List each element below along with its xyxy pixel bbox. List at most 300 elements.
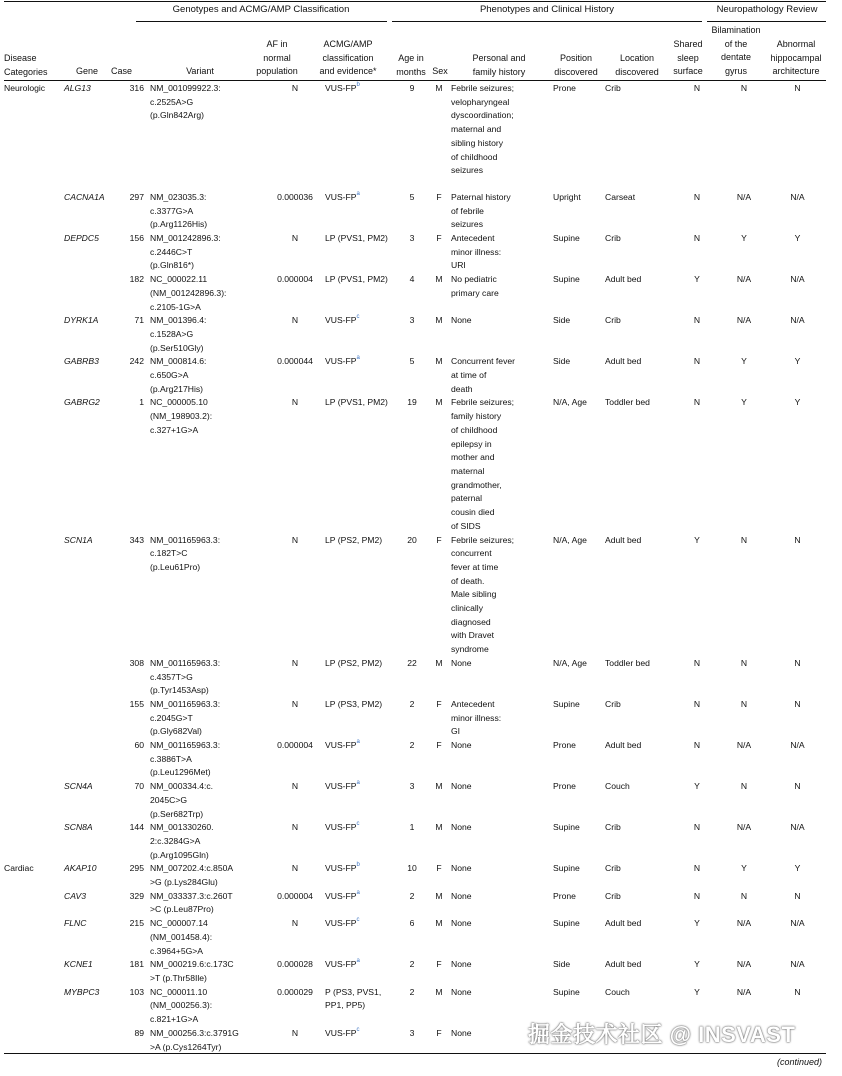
header-case: Case [111,66,133,76]
history-cell-text: Antecedent minor illness: GI [451,698,502,737]
history-cell-text: None [451,986,472,997]
age-cell [397,821,427,862]
location-cell [605,534,675,657]
age-cell [397,890,427,917]
history-cell [451,698,553,739]
gene-cell [64,273,118,314]
case-cell-text: 1 [139,397,144,408]
abnormal-architecture-cell-text: N/A [790,191,805,202]
case-cell-text: 155 [129,698,144,709]
sex-cell-text: M [435,274,443,285]
history-cell-text: Paternal history of febrile seizures [451,191,511,230]
table-row [4,232,826,273]
case-cell [118,917,150,958]
position-cell-text: Supine [553,918,580,929]
acmg-cell-text: VUS-FP [325,191,357,202]
age-cell [397,191,427,232]
position-cell [553,739,605,780]
shared-sleep-cell [675,314,719,355]
gene-cell-text: GABRB3 [64,356,99,367]
sex-cell [427,273,451,314]
abnormal-architecture-cell-text: N/A [790,918,805,929]
history-cell [451,890,553,917]
position-cell-text: N/A, Age [553,657,587,668]
position-cell [553,82,605,191]
location-cell-text: Crib [605,863,621,874]
position-cell [553,821,605,862]
shared-sleep-cell-text: N [693,822,701,833]
shared-sleep-cell [675,657,719,698]
variant-cell [150,396,265,533]
af-cell-text: N [291,1027,299,1038]
age-cell-text: 19 [407,397,417,408]
position-cell [553,780,605,821]
data-table [4,82,826,1054]
variant-cell-text: NC_000007.14 (NM_001458.4): c.3964+5G>A [150,918,213,956]
shared-sleep-cell [675,534,719,657]
variant-cell-text: NM_000334.4:c. 2045C>G (p.Ser682Trp) [150,781,214,819]
gene-cell-text: SCN4A [64,781,93,792]
bilamination-cell [719,780,769,821]
history-cell-text: None [451,315,472,326]
age-cell [397,82,427,191]
af-cell [265,890,325,917]
af-cell-text: 0.000029 [277,986,313,997]
bilamination-cell [719,355,769,396]
case-cell-text: 182 [129,274,144,285]
location-cell-text: Couch [605,781,630,792]
age-cell [397,1027,427,1054]
variant-cell [150,657,265,698]
table-row [4,314,826,355]
case-cell [118,355,150,396]
age-cell [397,917,427,958]
history-cell [451,191,553,232]
shared-sleep-cell [675,396,719,533]
disease-category-cell [4,986,64,1027]
af-cell-text: 0.000036 [277,191,313,202]
bilamination-cell-text: N [740,83,748,93]
location-cell-text: Crib [605,822,621,833]
evidence-footnote-marker: a [356,739,360,746]
age-cell-text: 5 [409,191,415,202]
gene-cell [64,355,118,396]
age-cell-text: 20 [407,534,417,545]
header-acmg: ACMG/AMP classification and evidence* [319,39,377,76]
acmg-cell-text: LP (PVS1, PM2) [325,233,388,244]
bilamination-cell [719,862,769,889]
acmg-cell-text: VUS-FP [325,781,357,792]
table-row [4,355,826,396]
disease-category-cell [4,82,64,191]
age-cell-text: 6 [409,918,415,929]
table-row [4,739,826,780]
table-row [4,396,826,533]
variant-cell [150,82,265,191]
age-cell [397,862,427,889]
gene-cell [64,739,118,780]
case-cell-text: 144 [129,822,144,833]
abnormal-architecture-cell [769,355,826,396]
shared-sleep-cell-text: N [693,657,701,668]
case-cell [118,534,150,657]
abnormal-architecture-cell [769,232,826,273]
age-cell-text: 3 [409,781,415,792]
disease-category-cell [4,1027,64,1054]
gene-cell [64,958,118,985]
case-cell [118,232,150,273]
sex-cell [427,862,451,889]
disease-category-cell [4,958,64,985]
age-cell [397,273,427,314]
acmg-cell [325,82,397,191]
case-cell-text: 60 [134,740,144,751]
af-cell [265,1027,325,1054]
gene-cell [64,862,118,889]
header-age: Age in months [396,53,426,77]
age-cell-text: 22 [407,657,417,668]
evidence-footnote-marker: a [356,190,360,197]
location-cell-text: Adult bed [605,740,642,751]
bilamination-cell [719,739,769,780]
gene-cell-text: ALG13 [64,83,91,93]
gene-cell-text: KCNE1 [64,959,93,970]
acmg-cell-text: VUS-FP [325,822,357,833]
sex-cell [427,780,451,821]
age-cell-text: 2 [409,959,415,970]
case-cell [118,191,150,232]
acmg-cell [325,396,397,533]
history-cell [451,314,553,355]
sex-cell-text: F [436,740,442,751]
bilamination-cell [719,396,769,533]
abnormal-architecture-cell-text: N [794,657,801,668]
table-row [4,917,826,958]
abnormal-architecture-cell-text: N/A [790,959,805,970]
shared-sleep-cell-text: N [693,191,701,202]
af-cell-text: N [291,315,299,326]
af-cell-text: 0.000004 [277,890,313,901]
position-cell [553,396,605,533]
position-cell-text: Prone [553,781,576,792]
location-cell [605,191,675,232]
age-cell-text: 3 [409,233,415,244]
header-gene: Gene [76,66,99,76]
af-cell-text: N [291,83,299,93]
bilamination-cell-text: Y [741,356,747,367]
evidence-footnote-marker: a [356,889,360,896]
history-cell [451,958,553,985]
variant-cell [150,534,265,657]
location-cell-text: Crib [605,698,621,709]
variant-cell-text: NM_001165963.3: c.3886T>A (p.Leu1296Met) [150,740,221,778]
sex-cell-text: M [435,986,443,997]
abnormal-architecture-cell [769,862,826,889]
shared-sleep-cell-text: Y [694,534,700,545]
history-cell-text: None [451,781,472,792]
gene-cell-text: DEPDC5 [64,233,99,244]
gene-cell-text: AKAP10 [64,863,97,874]
case-cell [118,314,150,355]
shared-sleep-cell [675,739,719,780]
case-cell [118,1027,150,1054]
disease-category-cell [4,396,64,533]
variant-cell [150,698,265,739]
variant-cell-text: NC_000011.10 (NM_000256.3): c.821+1G>A [150,986,213,1025]
bilamination-cell [719,273,769,314]
sex-cell [427,698,451,739]
position-cell-text: Side [553,315,571,326]
location-cell [605,890,675,917]
case-cell [118,273,150,314]
af-cell [265,958,325,985]
sex-cell-text: F [436,534,442,545]
disease-category-cell [4,191,64,232]
bilamination-cell [719,917,769,958]
acmg-cell [325,739,397,780]
shared-sleep-cell-text: Y [694,274,700,285]
location-cell [605,396,675,533]
acmg-cell [325,314,397,355]
disease-category-cell [4,355,64,396]
shared-sleep-cell-text: N [693,863,701,874]
gene-cell-text: CAV3 [64,890,86,901]
acmg-cell [325,958,397,985]
af-cell-text: N [291,781,299,792]
history-cell [451,396,553,533]
sex-cell-text: F [436,1027,442,1038]
evidence-footnote-marker: c [356,314,360,321]
sex-cell [427,232,451,273]
case-cell [118,821,150,862]
case-cell-text: 103 [129,986,144,997]
variant-cell [150,191,265,232]
acmg-cell-text: LP (PVS1, PM2) [325,274,388,285]
acmg-cell-text: VUS-FP [325,740,357,751]
variant-cell [150,739,265,780]
acmg-cell [325,780,397,821]
position-cell-text: Prone [553,740,576,751]
af-cell [265,698,325,739]
case-cell-text: 316 [129,83,144,93]
af-cell [265,273,325,314]
position-cell [553,657,605,698]
case-cell-text: 308 [129,657,144,668]
acmg-cell [325,534,397,657]
location-cell-text: Adult bed [605,274,642,285]
sex-cell-text: F [436,191,442,202]
age-cell [397,958,427,985]
sex-cell [427,1027,451,1054]
history-cell-text: Febrile seizures; concurrent fever at time of death. Male sibling clinically diagnosed with Dravet syndrome [451,534,515,655]
table-row [4,698,826,739]
case-cell-text: 242 [129,356,144,367]
location-cell [605,232,675,273]
bilamination-cell-text: N [740,781,748,792]
history-cell [451,821,553,862]
evidence-footnote-marker: b [356,82,360,88]
sex-cell [427,917,451,958]
table-row [4,862,826,889]
abnormal-architecture-cell-text: Y [794,233,801,244]
age-cell-text: 2 [409,890,415,901]
af-cell-text: 0.000004 [277,274,313,285]
header-shared-sleep: Shared sleep surface [673,39,703,76]
evidence-footnote-marker: a [356,780,360,787]
sex-cell-text: M [435,657,443,668]
history-cell-text: None [451,959,472,970]
age-cell [397,534,427,657]
variant-cell-text: NM_001242896.3: c.2446C>T (p.Gln816*) [150,233,221,271]
table-row [4,890,826,917]
shared-sleep-cell-text: N [693,397,701,408]
bilamination-cell-text: Y [741,397,747,408]
position-cell-text: Side [553,959,571,970]
case-cell [118,396,150,533]
history-cell-text: None [451,1027,472,1038]
sex-cell-text: M [435,315,443,326]
variant-cell-text: NC_000005.10 (NM_198903.2): c.327+1G>A [150,397,213,435]
case-cell-text: 343 [129,534,144,545]
acmg-cell [325,862,397,889]
age-cell-text: 3 [409,315,415,326]
abnormal-architecture-cell-text: N [794,890,801,901]
history-cell-text: None [451,740,472,751]
location-cell [605,314,675,355]
disease-category-cell [4,698,64,739]
age-cell-text: 2 [409,740,415,751]
age-cell-text: 4 [409,274,415,285]
variant-cell-text: NM_001165963.3: c.182T>C (p.Leu61Pro) [150,534,221,572]
abnormal-architecture-cell [769,396,826,533]
table-row [4,780,826,821]
header-position: Position discovered [554,53,598,77]
sex-cell [427,355,451,396]
af-cell [265,191,325,232]
sex-cell [427,821,451,862]
position-cell-text: Supine [553,986,580,997]
location-cell [605,862,675,889]
sex-cell-text: M [435,890,443,901]
history-cell-text: None [451,918,472,929]
gene-cell [64,82,118,191]
header-rule [4,80,826,81]
abnormal-architecture-cell-text: N/A [790,740,805,751]
position-cell [553,273,605,314]
acmg-cell-text: VUS-FP [325,918,357,929]
abnormal-architecture-cell-text: Y [794,863,801,874]
gene-cell-text: SCN8A [64,822,93,833]
variant-cell [150,821,265,862]
sex-cell [427,191,451,232]
sex-cell-text: M [435,918,443,929]
age-cell [397,780,427,821]
variant-cell [150,862,265,889]
group-header-genotype: Genotypes and ACMG/AMP Classification [172,4,350,15]
disease-category-cell [4,232,64,273]
gene-cell [64,314,118,355]
bilamination-cell [719,657,769,698]
bilamination-cell [719,698,769,739]
acmg-cell-text: VUS-FP [325,1027,357,1038]
table-row [4,534,826,657]
table-row [4,657,826,698]
gene-cell [64,534,118,657]
shared-sleep-cell-text: N [693,890,701,901]
age-cell-text: 1 [409,822,415,833]
abnormal-architecture-cell [769,273,826,314]
abnormal-architecture-cell [769,917,826,958]
abnormal-architecture-cell [769,739,826,780]
bilamination-cell [719,890,769,917]
sex-cell-text: F [436,959,442,970]
history-cell-text: Febrile seizures; velopharyngeal dyscoordination; maternal and sibling history of childhood seizures [451,83,515,176]
shared-sleep-cell [675,191,719,232]
header-disease-categories: Disease Categories [4,53,48,77]
history-cell-text: None [451,822,472,833]
shared-sleep-cell [675,890,719,917]
abnormal-architecture-cell [769,821,826,862]
position-cell-text: Supine [553,274,580,285]
position-cell-text: N/A, Age [553,534,587,545]
disease-category-cell-text: Neurologic [4,83,46,93]
age-cell [397,739,427,780]
sex-cell [427,958,451,985]
age-cell-text: 2 [409,698,415,709]
location-cell-text: Toddler bed [605,397,650,408]
shared-sleep-cell [675,698,719,739]
position-cell-text: Supine [553,822,580,833]
location-cell [605,739,675,780]
acmg-cell [325,821,397,862]
acmg-cell-text: VUS-FP [325,356,357,367]
location-cell-text: Adult bed [605,959,642,970]
location-cell-text: Couch [605,986,630,997]
acmg-cell-text: VUS-FP [325,959,357,970]
abnormal-architecture-cell-text: N [794,83,801,93]
history-cell-text: None [451,890,472,901]
bilamination-cell-text: N [740,890,748,901]
acmg-cell [325,698,397,739]
variant-cell-text: NM_007202.4:c.850A >G (p.Lys284Glu) [150,863,234,888]
table-row [4,191,826,232]
history-cell-text: No pediatric primary care [451,274,499,298]
location-cell-text: Crib [605,83,621,93]
abnormal-architecture-cell-text: N [794,534,801,545]
disease-category-cell [4,862,64,889]
position-cell [553,355,605,396]
disease-category-cell [4,917,64,958]
variant-cell [150,232,265,273]
header-variant: Variant [186,66,214,76]
table-row [4,958,826,985]
variant-cell-text: NM_001099922.3: c.2525A>G (p.Gln842Arg) [150,83,221,121]
abnormal-architecture-cell [769,314,826,355]
acmg-cell [325,986,397,1027]
case-cell-text: 297 [129,191,144,202]
gene-cell [64,698,118,739]
shared-sleep-cell [675,958,719,985]
history-cell [451,534,553,657]
af-cell-text: N [291,657,299,668]
sex-cell-text: M [435,781,443,792]
location-cell-text: Adult bed [605,356,642,367]
gene-cell-text: FLNC [64,918,87,929]
position-cell [553,917,605,958]
shared-sleep-cell-text: Y [694,781,700,792]
history-cell [451,739,553,780]
acmg-cell-text: LP (PS2, PM2) [325,657,383,668]
